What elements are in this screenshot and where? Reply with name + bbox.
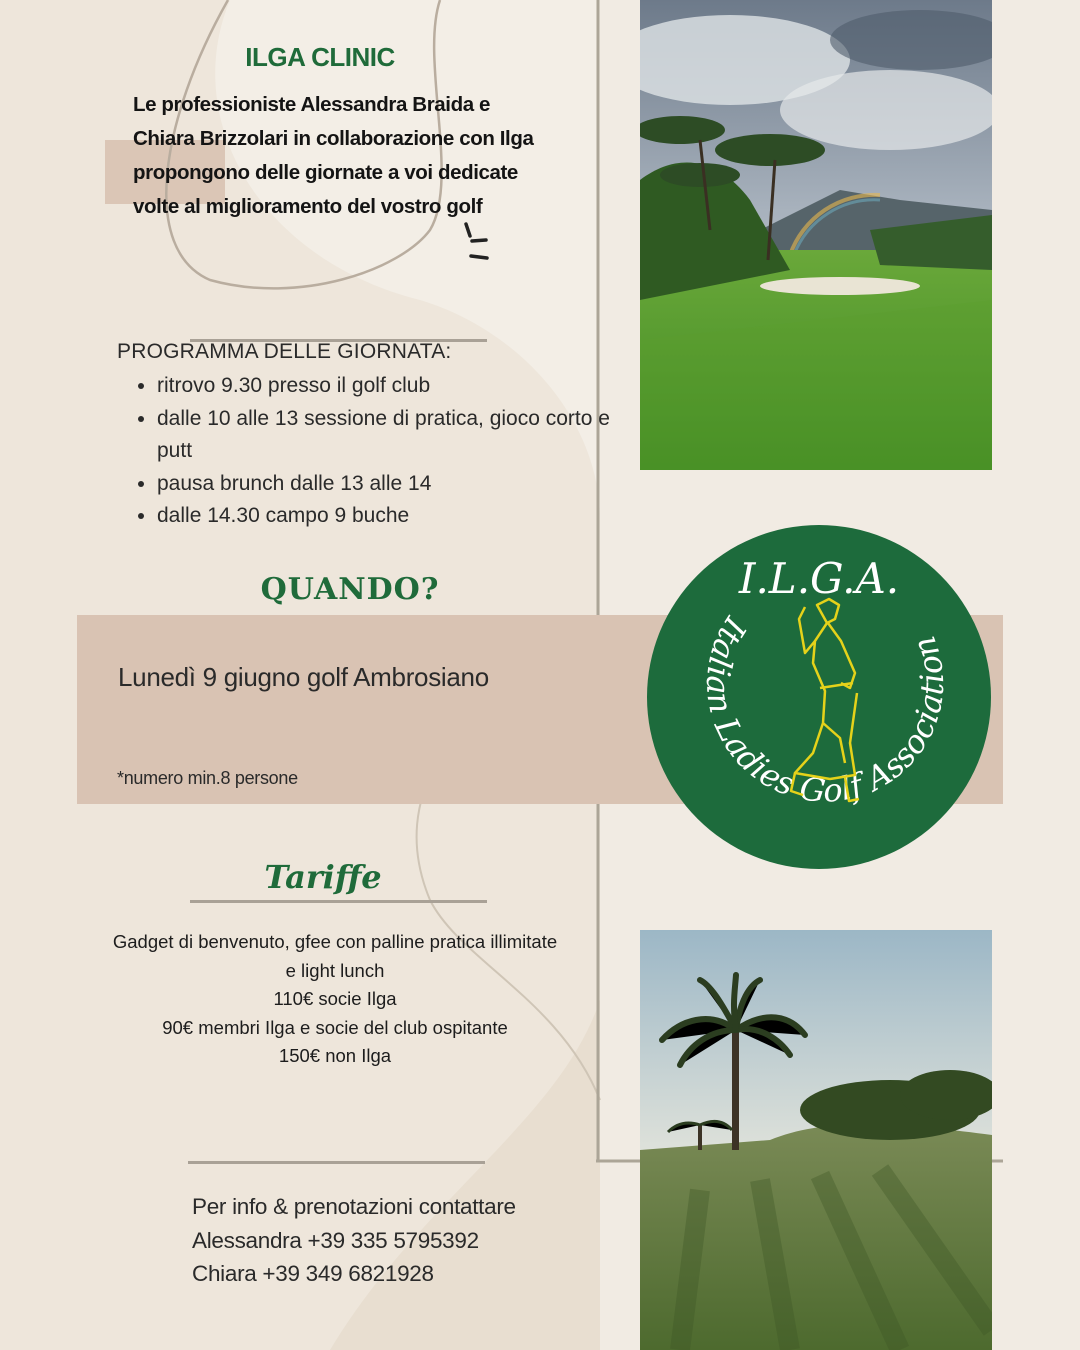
contact-info [192,1190,516,1291]
contact-alessandra: Alessandra +39 335 5795392 [192,1227,479,1253]
when-heading: QUANDO? [260,572,440,607]
tariff-line: 150€ non Ilga [278,1045,392,1067]
list-item: • dalle 10 alle 13 sessione di pratica, gioco corto e putt [157,403,637,468]
list-item: • pausa brunch dalle 13 alle 14 [157,468,637,501]
min-participants-note: *numero min.8 persone [117,768,298,788]
clinic-title: ILGA CLINIC [245,42,395,72]
logo-top-text: I.L.G.A. [738,554,900,603]
tariffe-heading: Tariffe [264,858,382,896]
ilga-logo [645,523,993,871]
program-list [117,370,637,533]
palm-tree-photo [640,930,992,1350]
tariffe-divider [190,900,487,903]
tariff-line: 110€ socie Ilga [273,988,397,1010]
logo-ring-text: Italian Ladies Golf Association [698,610,952,811]
event-date: Lunedì 9 giugno golf Ambrosiano [118,662,489,692]
list-item: • dalle 14.30 campo 9 buche [157,500,637,533]
list-item: • ritrovo 9.30 presso il golf club [157,370,637,403]
tariff-line: 90€ membri Ilga e socie del club ospitante [162,1016,508,1038]
golf-course-photo [640,0,992,470]
contact-chiara: Chiara +39 349 6821928 [192,1261,434,1286]
tariff-line: Gadget di benvenuto, gfee con palline pratica illimitate [112,931,558,952]
tariff-list [77,928,593,1071]
tariff-line: e light lunch [285,959,385,981]
contact-heading: Per info & prenotazioni contattare [192,1194,516,1219]
program-heading: PROGRAMMA DELLE GIORNATA: [117,340,452,363]
contact-divider [188,1161,485,1164]
intro-text: Le professioniste Alessandra Braida e Chiara Brizzolari in collaborazione con Ilga propongono delle giornate a voi dedicate volte al miglioramento del vostro golf [133,93,534,218]
